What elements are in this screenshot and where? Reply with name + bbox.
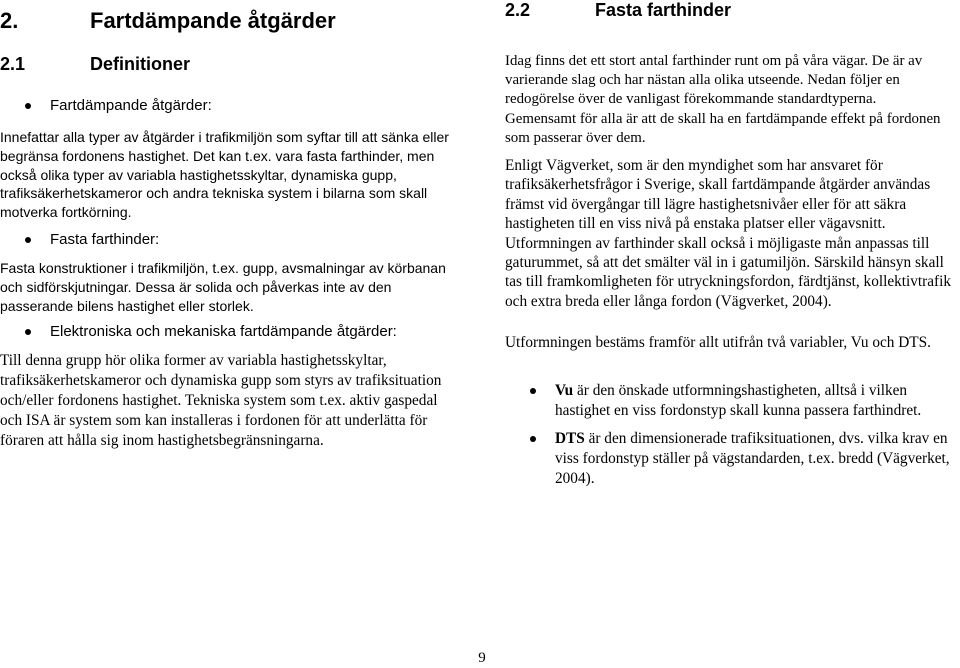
variable-description: är den önskade utformningshastigheten, alltså i vilken hastighet en viss fordonstyp skall kunna passera farthindret. [555,382,922,419]
definition-title: Elektroniska och mekaniska fartdämpande åtgärder: [50,323,397,340]
body-paragraph: Utformningen bestäms framför allt utifrån två variabler, Vu och DTS. [505,334,931,351]
bullet-icon [25,329,31,335]
bullet-icon [25,103,31,109]
variable-description: är den dimensionerade trafiksituationen, dvs. vilka krav en viss fordonstyp ställer på vägstandarden, t.ex. bredd (Vägverket, 2004). [555,430,950,487]
section-number: 2.2 [505,0,531,20]
chapter-heading [0,6,336,36]
definition-title: Fartdämpande åtgärder: [50,97,212,114]
section-title: Fasta farthinder [595,0,732,20]
bullet-icon [530,436,536,442]
definition-text: Innefattar alla typer av åtgärder i trafikmiljön som syftar till att sänka eller begränsa fordonens hastighet. Det kan t.ex. vara fasta farthinder, men också olika typer av variabla hastighetsskyltar, dynamiska gupp, trafiksäkerhetskameror och andra tekniska system i bilarna som skall motverka fortkörning. [0,129,449,221]
section-heading-definitioner [0,52,190,76]
body-paragraph: Enligt Vägverket, som är den myndighet som har ansvaret för trafiksäkerhetsfrågor i Sverige, skall fartdämpande åtgärder användas främst vid övergångar till lägre hastighetsnivåer eller för att säkra hastigheten till en viss nivå på enstaka platser eller vägavsnitt. Utformningen av farthinder skall också i möjligaste mån anpassas till gaturummet, så att det smälter väl in i gatumiljön. Särskild hänsyn skall tas till framkomligheten för utryckningsfordon, färdtjänst, kollektivtrafik och extra breda eller långa fordon (Vägverket, 2004). [505,157,952,310]
section-title: Definitioner [90,54,191,74]
bullet-icon [530,388,536,394]
chapter-number: 2. [0,8,19,33]
definition-text: Till denna grupp hör olika former av variabla hastighetsskyltar, trafiksäkerhetskameror och dynamiska gupp som styrs av trafiksituation och/eller fordonens hastighet. Tekniska system som t.ex. aktiv gaspedal och ISA är system som kan installeras i fordonen för att underlätta för föraren att hålla sig inom hastighetsbegränsningarna. [0,352,442,449]
body-paragraph: Idag finns det ett stort antal farthinder runt om på våra vägar. De är av varierande slag och har nästan alla olika utseende. Nedan följer en redogörelse över de vanligast förekommande standardtyperna. Gemensamt för alla är att de skall ha en fartdämpande effekt på fordonen som passerar över dem. [505,53,941,146]
section-number: 2.1 [0,54,26,74]
definition-title: Fasta farthinder: [50,231,160,248]
variable-term: DTS [555,430,585,447]
section-heading-fasta-farthinder [505,0,731,22]
chapter-title: Fartdämpande åtgärder [90,8,336,33]
page-number: 9 [478,650,486,666]
definition-text: Fasta konstruktioner i trafikmiljön, t.ex. gupp, avsmalningar av körbanan och sidförskjutningar. Dessa är solida och påverkas inte av den passerande bilens hastighet eller storlek. [0,260,446,314]
bullet-icon [25,237,31,243]
variable-term: Vu [555,382,574,399]
